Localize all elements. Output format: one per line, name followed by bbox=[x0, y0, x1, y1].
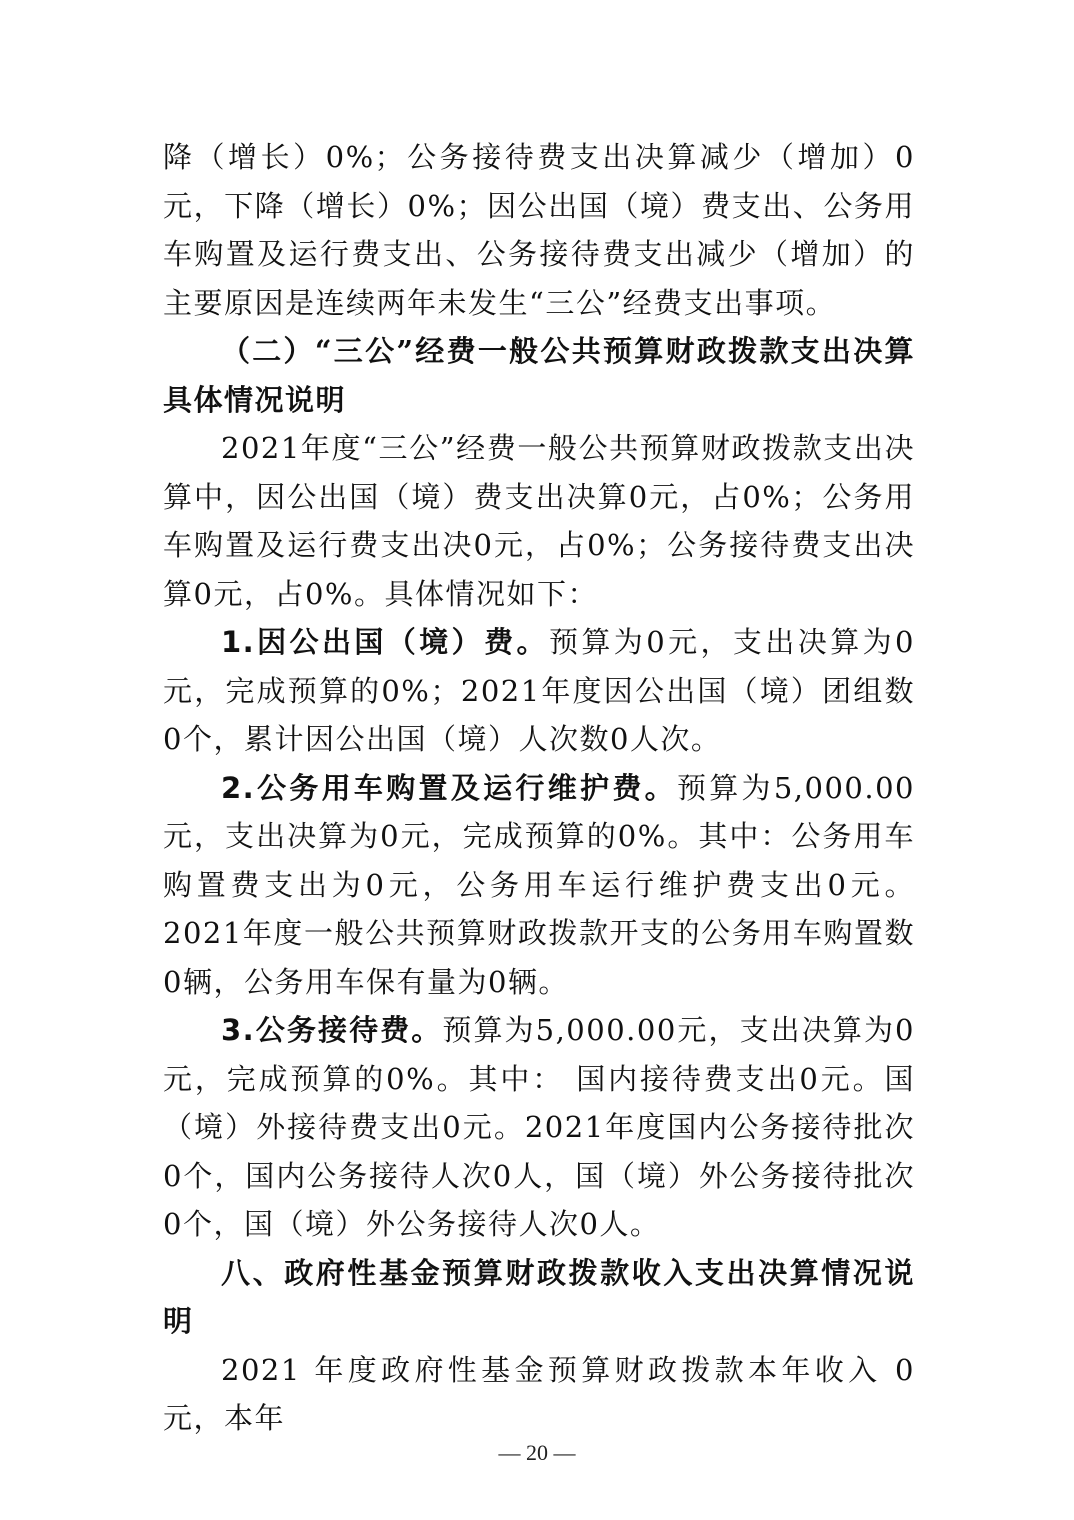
item-official-reception-body: 预算为5,000.00元，支出决算为0元，完成预算的0%。其中： 国内接待费支出0元。国（境）外接待费支出0元。2021年度国内公务接待批次0个，国内公务接待人次0人，国（境）外公务接待批次0个，国（境）外公务接待人次0人。 bbox=[163, 1013, 915, 1241]
page-number: — 20 — bbox=[498, 1440, 576, 1465]
item-official-vehicles-lead: 2.公务用车购置及运行维护费。 bbox=[221, 770, 677, 805]
item-overseas-travel-lead: 1.因公出国（境）费。 bbox=[221, 625, 549, 659]
paragraph-government-fund: 2021 年度政府性基金预算财政拨款本年收入 0 元，本年 bbox=[163, 1352, 915, 1435]
item-official-reception bbox=[163, 1006, 915, 1249]
page-content bbox=[163, 133, 915, 1443]
paragraph-summary: 降（增长）0%；公务接待费支出决算减少（增加）0元，下降（增长）0%；因公出国（境）费支出、公务用车购置及运行费支出、公务接待费支出减少（增加）的主要原因是连续两年未发生“三公”经费支出事项。 bbox=[163, 140, 915, 320]
item-official-reception-lead: 3.公务接待费。 bbox=[221, 1013, 443, 1047]
item-overseas-travel bbox=[163, 618, 915, 764]
item-official-vehicles bbox=[163, 764, 915, 1007]
section-heading-two: （二）“三公”经费一般公共预算财政拨款支出决算具体情况说明 bbox=[163, 334, 915, 417]
item-overseas-travel-body: 预算为0元，支出决算为0元，完成预算的0%；2021年度因公出国（境）团组数0个，累计因公出国（境）人次数0人次。 bbox=[163, 625, 915, 756]
item-official-vehicles-body: 预算为5,000.00元，支出决算为0元，完成预算的0%。其中：公务用车购置费支出为0元，公务用车运行维护费支出0元。2021年度一般公共预算财政拨款开支的公务用车购置数0辆，公务用车保有量为0辆。 bbox=[163, 770, 915, 999]
paragraph-overview: 2021年度“三公”经费一般公共预算财政拨款支出决算中，因公出国（境）费支出决算0元，占0%；公务用车购置及运行费支出决0元，占0%；公务接待费支出决算0元，占0%。具体情况如下： bbox=[163, 431, 915, 611]
section-heading-eight: 八、政府性基金预算财政拨款收入支出决算情况说明 bbox=[163, 1255, 915, 1338]
